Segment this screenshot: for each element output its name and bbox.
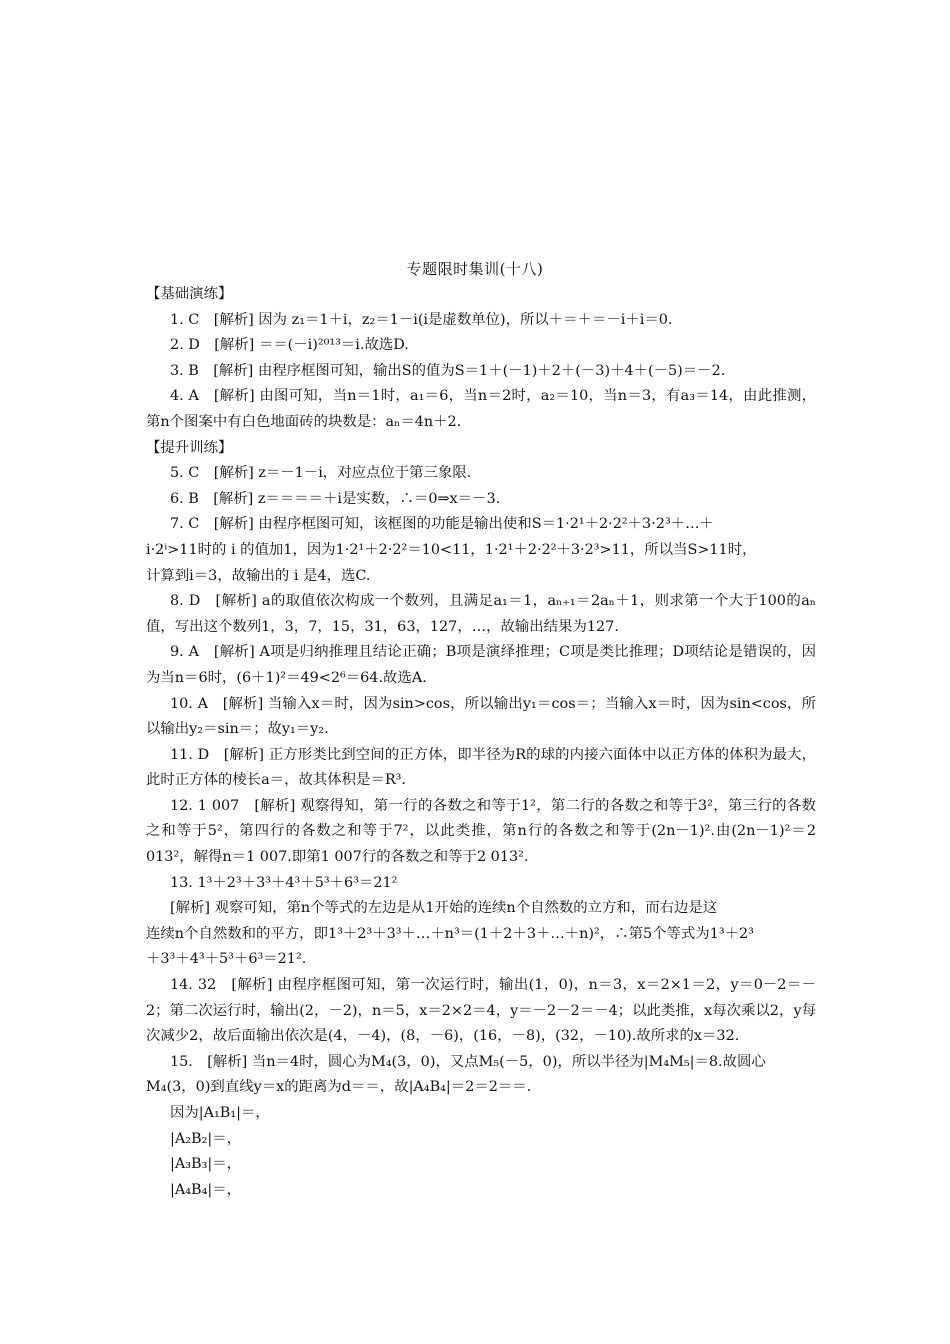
answer-15-line-4: |A₂B₂|＝， [170, 1130, 241, 1147]
answer-5: 5. C [解析] z＝－1－i，对应点位于第三象限. [170, 465, 472, 482]
answer-15-line-6: |A₄B₄|＝， [170, 1181, 241, 1198]
answer-7-line-3: 计算到i＝3，故输出的 i 是4，选C. [146, 567, 371, 584]
answer-13-explanation-line-3: ＋3³＋4³＋5³＋6³＝21². [146, 951, 307, 968]
answer-14: 14. 32 [解析] 由程序框图可知，第一次运行时，输出(1，0)，n＝3，x＝2×1＝2，y＝0－2＝－2；第二次运行时，输出(2，－2)，n＝5，x＝2×2＝4，y＝－2－2＝－4；以此类推，x每次乘以2，y每次减少2，故后面输出依次是(4，－4)，(8，－6)，(16，－8)，(32，－10).故所求的x＝32. [146, 977, 816, 1045]
answer-7-line-2: i·2ⁱ>11时的 i 的值加1，因为1·2¹＋2·2²＝10<11，1·2¹＋2·2²＋3·2³>11，所以当S>11时， [146, 541, 757, 558]
answer-11: 11. D [解析] 正方形类比到空间的正方体，即半径为R的球的内接六面体中以正方体的体积为最大，此时正方体的棱长a＝，故其体积是＝R³. [146, 746, 816, 789]
answer-13: 13. 1³＋2³＋3³＋4³＋5³＋6³＝21² [170, 874, 398, 891]
answer-1: 1. C [解析] 因为 z₁＝1＋i，z₂＝1－i(i是虚数单位)，所以＋＝＋＝－i＋i＝0. [170, 311, 673, 328]
answer-3: 3. B [解析] 由程序框图可知，输出S的值为S＝1＋(－1)＋2＋(－3)＋4＋(－5)＝－2. [170, 362, 726, 379]
answer-2: 2. D [解析] ＝＝(－i)²⁰¹³＝i.故选D. [170, 337, 409, 354]
answer-12: 12. 1 007 [解析] 观察得知，第一行的各数之和等于1²，第二行的各数之和等于3²，第三行的各数之和等于5²，第四行的各数之和等于7²，以此类推，第n行的各数之和等于(2n－1)².由(2n－1)²＝2 013²，解得n＝1 007.即第1 007行的各数之和等于2 013². [146, 797, 816, 866]
answer-10: 10. A [解析] 当输入x＝时，因为sin>cos，所以输出y₁＝cos＝；当输入x＝时，因为sin<cos，所以输出y₂＝sin＝；故y₁＝y₂. [146, 695, 816, 738]
answer-15-line-1: 15. [解析] 当n＝4时，圆心为M₄(3，0)，又点M₅(－5，0)，所以半径为|M₄M₅|＝8.故圆心 [170, 1053, 766, 1070]
answer-9: 9. A [解析] A项是归纳推理且结论正确；B项是演绎推理；C项是类比推理；D项结论是错误的，因为当n＝6时，(6＋1)²＝49<2⁶＝64.故选A. [146, 644, 816, 686]
page-title: 专题限时集训(十八) [406, 260, 544, 278]
section-heading-basic: 【基础演练】 [146, 286, 233, 302]
answer-8: 8. D [解析] a的取值依次构成一个数列，且满足a₁＝1，aₙ₊₁＝2aₙ＋1，则求第一个大于100的aₙ值，写出这个数列1，3，7，15，31，63，127，…，故输出结果为127. [146, 593, 816, 635]
section-heading-advanced: 【提升训练】 [146, 439, 233, 456]
answer-13-explanation-line-1: [解析] 观察可知，第n个等式的左边是从1开始的连续n个自然数的立方和，而右边是这 [170, 900, 718, 917]
answer-15-line-5: |A₃B₃|＝， [170, 1156, 241, 1173]
answer-body [146, 282, 816, 1203]
answer-13-explanation-line-2: 连续n个自然数和的平方，即1³＋2³＋3³＋…＋n³＝(1＋2＋3＋…＋n)²，∴第5个等式为1³＋2³ [146, 925, 754, 942]
answer-4: 4. A [解析] 由图可知，当n＝1时，a₁＝6，当n＝2时，a₂＝10，当n＝3，有a₃＝14，由此推测，第n个图案中有白色地面砖的块数是：aₙ＝4n＋2. [146, 388, 816, 430]
answer-15-line-3: 因为|A₁B₁|＝， [170, 1105, 270, 1121]
answer-7-line-1: 7. C [解析] 由程序框图可知，该框图的功能是输出使和S＝1·2¹＋2·2²＋3·2³＋…＋ [170, 516, 714, 533]
answer-6: 6. B [解析] z＝＝＝＝＋i是实数，∴＝0⇒x＝－3. [170, 490, 501, 507]
answer-15-line-2: M₄(3，0)到直线y＝x的距离为d＝＝，故|A₄B₄|＝2＝2＝＝. [146, 1079, 532, 1096]
